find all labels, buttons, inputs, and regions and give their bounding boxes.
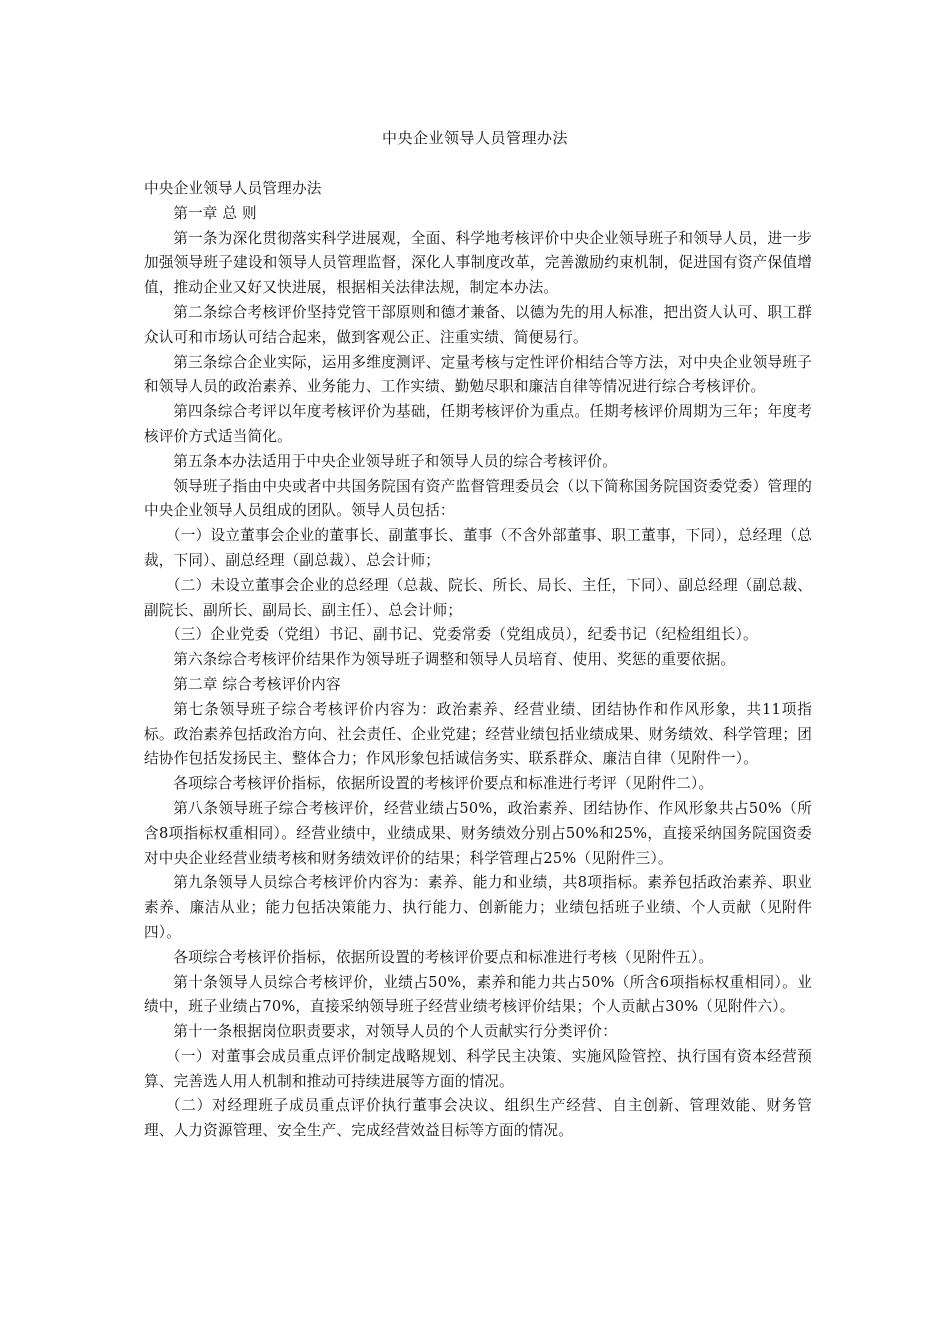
document-title: 中央企业领导人员管理办法: [381, 129, 568, 147]
article-paragraph: 第十一条根据岗位职责要求，对领导人员的个人贡献实行分类评价：: [173, 1023, 618, 1041]
list-item: （二）对经理班子成员重点评价执行董事会决议、组织生产经营、自主创新、管理效能、财务管理、人力资源管理、安全生产、完成经营效益目标等方面的情况。: [144, 1097, 812, 1140]
body-paragraph: 领导班子指由中央或者中共国务院国有资产监督管理委员会（以下简称国务院国资委党委）管理的中央企业领导人员组成的团队。领导人员包括：: [144, 477, 812, 520]
article-paragraph: 第六条综合考核评价结果作为领导班子调整和领导人员培育、使用、奖惩的重要依据。: [173, 651, 736, 669]
article-paragraph: 第四条综合考评以年度考核评价为基础，任期考核评价为重点。任期考核评价周期为三年；年度考核评价方式适当简化。: [144, 403, 812, 445]
list-item: （一）对董事会成员重点评价制定战略规划、科学民主决策、实施风险管控、执行国有资本经营预算、完善选人用人机制和推动可持续进展等方面的情况。: [144, 1047, 812, 1090]
chapter-heading: 第二章 综合考核评价内容: [173, 675, 341, 693]
body-heading: 中央企业领导人员管理办法: [144, 180, 322, 197]
article-paragraph: 第十条领导人员综合考核评价，业绩占50%，素养和能力共占50%（所含6项指标权重相同）。业绩中，班子业绩占70%，直接采纳领导班子经营业绩考核评价结果；个人贡献占30%（见附件六）。: [144, 973, 812, 1016]
article-paragraph: 第三条综合企业实际，运用多维度测评、定量考核与定性评价相结合等方法，对中央企业领导班子和领导人员的政治素养、业务能力、工作实绩、勤勉尽职和廉洁自律等情况进行综合考核评价。: [144, 353, 812, 396]
article-paragraph: 第七条领导班子综合考核评价内容为：政治素养、经营业绩、团结协作和作风形象，共11项指标。政治素养包括政治方向、社会责任、企业党建；经营业绩包括业绩成果、财务绩效、科学管理；团结协作包括发扬民主、整体合力；作风形象包括诚信务实、联系群众、廉洁自律（见附件一）。: [144, 700, 812, 768]
body-paragraph: 各项综合考核评价指标，依据所设置的考核评价要点和标准进行考评（见附件二）。: [173, 775, 714, 793]
document-body: [144, 177, 812, 1144]
list-item: （二）未设立董事会企业的总经理（总裁、院长、所长、局长、主任，下同）、副总经理（副总裁、副院长、副所长、副局长、副主任）、总会计师；: [144, 576, 812, 619]
chapter-heading: 第一章 总 则: [173, 204, 257, 222]
article-paragraph: 第八条领导班子综合考核评价，经营业绩占50%，政治素养、团结协作、作风形象共占50%（所含8项指标权重相同）。经营业绩中，业绩成果、财务绩效分别占50%和25%，直接采纳国务院国资委对中央企业经营业绩考核和财务绩效评价的结果；科学管理占25%（见附件三）。: [144, 799, 812, 867]
article-paragraph: 第一条为深化贯彻落实科学进展观，全面、科学地考核评价中央企业领导班子和领导人员，进一步加强领导班子建设和领导人员管理监督，深化人事制度改革，完善激励约束机制，促进国有资产保值增值，推动企业又好又快进展，根据相关法律法规，制定本办法。: [144, 229, 812, 297]
article-paragraph: 第九条领导人员综合考核评价内容为：素养、能力和业绩，共8项指标。素养包括政治素养、职业素养、廉洁从业；能力包括决策能力、执行能力、创新能力；业绩包括班子业绩、个人贡献（见附件四）。: [144, 874, 812, 941]
body-paragraph: 各项综合考核评价指标，依据所设置的考核评价要点和标准进行考核（见附件五）。: [173, 948, 714, 966]
article-paragraph: 第二条综合考核评价坚持党管干部原则和德才兼备、以德为先的用人标准，把出资人认可、职工群众认可和市场认可结合起来，做到客观公正、注重实绩、简便易行。: [144, 303, 812, 346]
list-item: （三）企业党委（党组）书记、副书记、党委常委（党组成员），纪委书记（纪检组组长）。: [165, 626, 758, 644]
list-item: （一）设立董事会企业的董事长、副董事长、董事（不含外部董事、职工董事，下同），总经理（总裁，下同）、副总经理（副总裁）、总会计师；: [144, 527, 812, 569]
article-paragraph: 第五条本办法适用于中央企业领导班子和领导人员的综合考核评价。: [173, 452, 618, 470]
